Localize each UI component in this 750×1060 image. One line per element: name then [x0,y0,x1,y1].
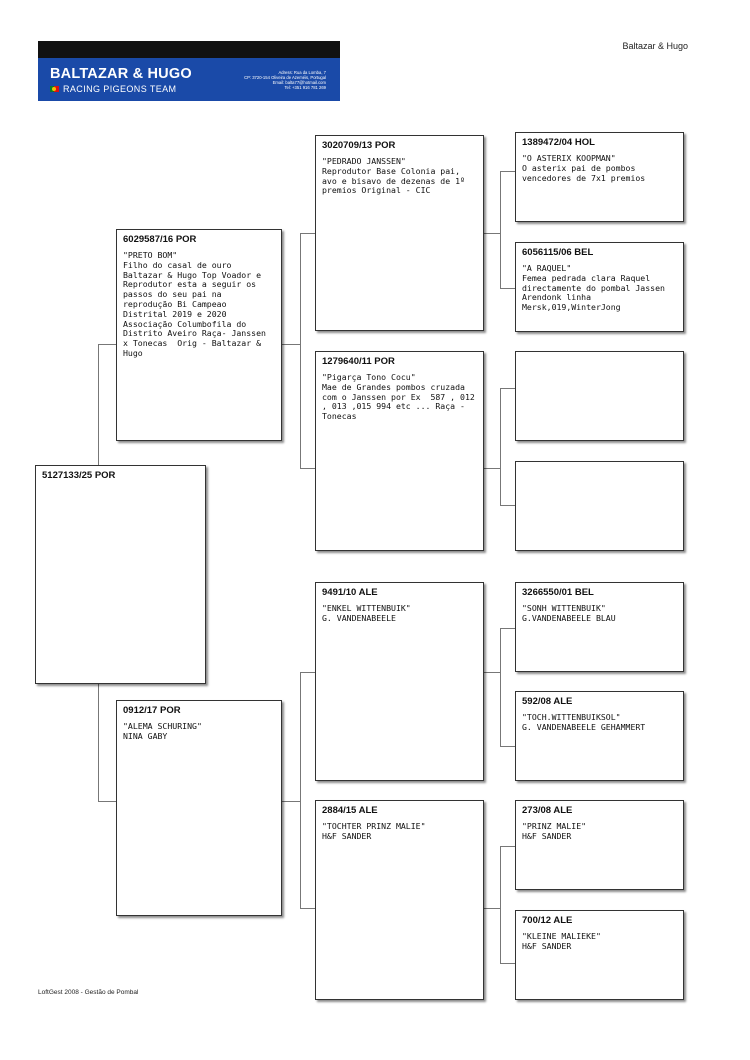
pedigree-box-sire-dam [315,351,484,551]
ring-number: 2884/15 ALE [322,805,378,816]
pigeon-description: "KLEINE MALIEKE" H&F SANDER [522,931,601,951]
connector-line [500,746,515,747]
pedigree-box-sire [116,229,282,441]
ring-number: 1279640/11 POR [322,356,395,367]
connector-line [500,628,515,629]
pigeon-description: "O ASTERIX KOOPMAN" O asterix pai de pombos vencedores de 7x1 premios [522,153,646,183]
pigeon-description: "PRINZ MALIE" H&F SANDER [522,821,587,841]
pedigree-box-ssd [515,242,684,332]
connector-line [500,846,501,963]
connector-line [282,344,300,345]
connector-line [500,171,515,172]
connector-line [98,801,116,802]
pedigree-box-dam-sire [315,582,484,781]
ring-number: 3020709/13 POR [322,140,396,151]
connector-line [500,963,515,964]
connector-line [500,388,515,389]
ring-number: 273/08 ALE [522,805,573,816]
connector-line [300,468,315,469]
pedigree-box-ddd [515,910,684,1000]
contact-address: Adress: Rua da Lomba, 7 [278,70,326,75]
pigeon-description: "A RAQUEL" Femea pedrada clara Raquel directamente do pombal Jassen Arendonk linha Mersk,019,WinterJong [522,263,665,313]
pigeon-description: "TOCH.WITTENBUIKSOL" G. VANDENABEELE GEHAMMERT [522,712,646,732]
contact-postal: CP: 3720-154 Oliveira de Azeméis, Portugal [244,75,326,80]
pigeon-description: "TOCHTER PRINZ MALIE" H&F SANDER [322,821,426,841]
connector-line [484,468,500,469]
connector-line [98,344,99,465]
pedigree-box-sss [515,132,684,222]
connector-line [500,388,501,505]
pigeon-description: "ALEMA SCHURING" NINA GABY [123,721,202,741]
pigeon-description: "ENKEL WITTENBUIK" G. VANDENABEELE [322,603,411,623]
footer-credit: LoftGest 2008 - Gestão de Pombal [38,989,139,996]
pedigree-box-dsd [515,691,684,781]
connector-line [500,171,501,288]
connector-line [300,672,315,673]
connector-line [300,233,315,234]
owner-name: Baltazar & Hugo [622,41,688,51]
pedigree-box-sire-sire [315,135,484,331]
pedigree-box-subject [35,465,206,684]
connector-line [484,672,500,673]
banner-subtitle [50,84,176,94]
pigeon-description: "Pigarça Tono Cocu" Mae de Grandes pombos cruzada com o Janssen por Ex 587 , 012 , 013 ,015 994 etc ... Raça - Tonecas [322,372,475,422]
pedigree-box-sdd [515,461,684,551]
pedigree-box-sds [515,351,684,441]
pigeon-description: "PEDRADO JANSSEN" Reprodutor Base Colonia pai, avo e bisavo de dezenas de 1º premios Original - CIC [322,156,465,196]
pigeon-description: "PRETO BOM" Filho do casal de ouro Baltazar & Hugo Top Voador e Reprodutor esta a seguir os passos do seu pai na reprodução Bi Campeao Distrital 2019 e 2020 Associação Columbofila do Distrito Aveiro Raça- Janssen x Tonecas Orig - Baltazar & Hugo [123,250,266,358]
banner-subtitle-text: RACING PIGEONS TEAM [63,84,177,94]
connector-line [484,908,500,909]
portugal-flag-icon [50,86,59,92]
connector-line [98,684,99,801]
ring-number: 0912/17 POR [123,705,181,716]
ring-number: 5127133/25 POR [42,470,116,481]
connector-line [282,801,300,802]
pigeon-description: "SONH WITTENBUIK" G.VANDENABEELE BLAU [522,603,616,623]
connector-line [484,233,500,234]
banner-contact [206,70,326,90]
ring-number: 1389472/04 HOL [522,137,595,148]
connector-line [300,908,315,909]
connector-line [300,672,301,908]
ring-number: 6056115/06 BEL [522,247,594,258]
connector-line [500,505,515,506]
banner-black-strip [38,41,340,58]
ring-number: 3266550/01 BEL [522,587,594,598]
connector-line [300,233,301,468]
banner-title: BALTAZAR & HUGO [50,66,192,82]
connector-line [98,344,116,345]
team-banner [38,41,340,101]
connector-line [500,628,501,746]
ring-number: 700/12 ALE [522,915,573,926]
pedigree-box-dss [515,582,684,672]
pedigree-box-dam [116,700,282,916]
pedigree-box-dds [515,800,684,890]
pedigree-box-dam-dam [315,800,484,1000]
connector-line [500,846,515,847]
ring-number: 6029587/16 POR [123,234,197,245]
connector-line [500,288,515,289]
contact-phone: Tel: +351 916 781 269 [284,85,326,90]
ring-number: 592/08 ALE [522,696,573,707]
ring-number: 9491/10 ALE [322,587,378,598]
contact-email: Email: balta77@hotmail.com [272,80,326,85]
